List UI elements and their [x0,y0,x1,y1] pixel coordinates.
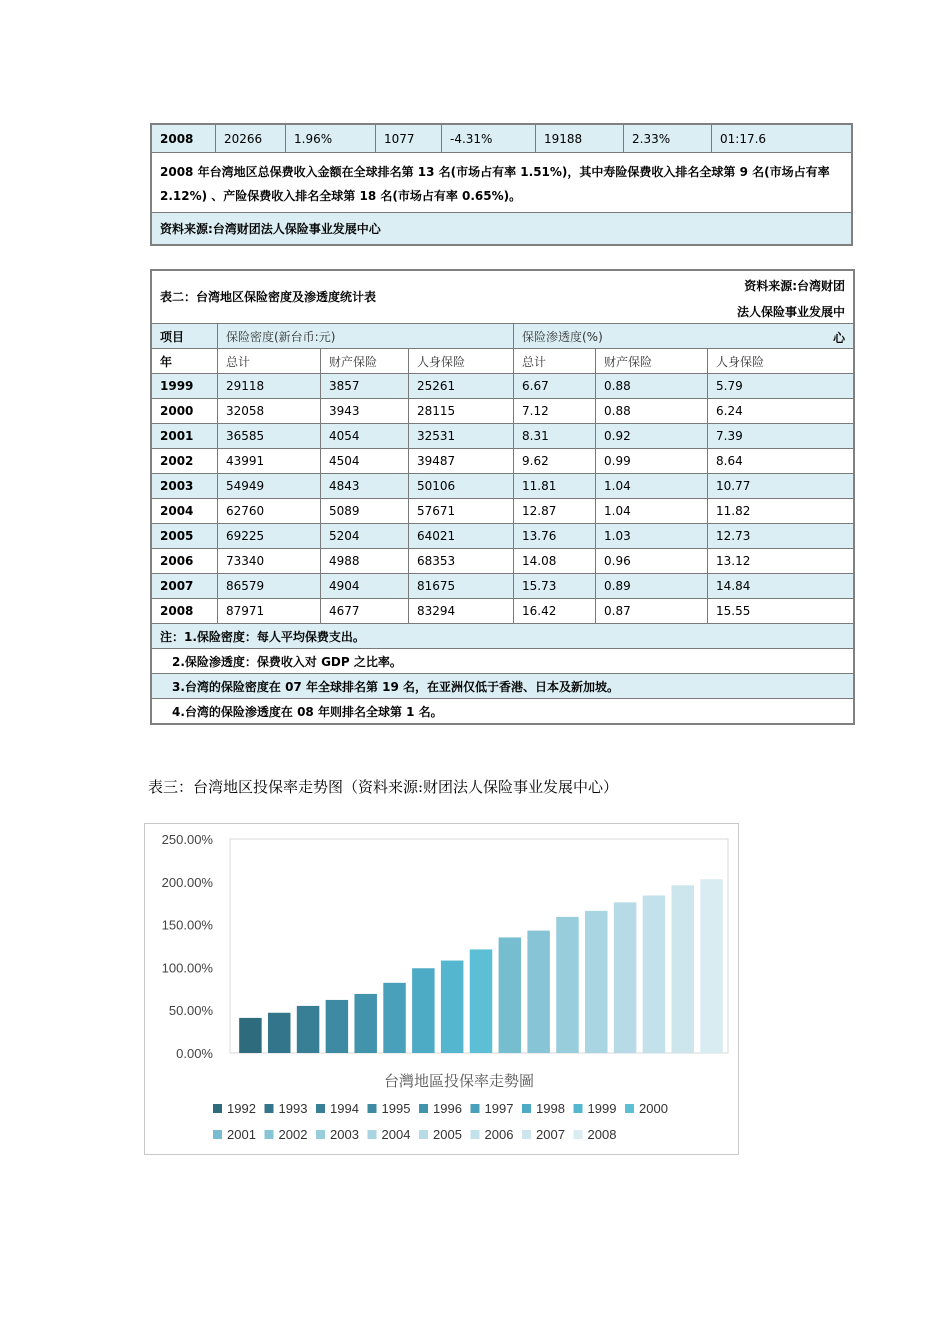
bar-2007 [672,885,694,1053]
table-cell: 87971 [218,599,321,624]
table-cell: 0.87 [596,599,708,624]
table-cell: 8.31 [514,424,596,449]
header-cell: 人身保险 [708,349,854,374]
legend-label-1998: 1998 [536,1101,565,1116]
table-row [152,125,852,153]
note-line: 注：1.保险密度：每人平均保费支出。 [152,624,854,649]
table-row [152,524,854,549]
table-cell: 8.64 [708,449,854,474]
legend-swatch-1992 [213,1104,222,1113]
table-cell: 9.62 [514,449,596,474]
table-cell: 12.73 [708,524,854,549]
table-cell: 68353 [409,549,514,574]
table-cell: 83294 [409,599,514,624]
bar-1999 [441,961,463,1053]
bar-2002 [527,931,549,1053]
header-cell: 财产保险 [321,349,409,374]
header-cell: 财产保险 [596,349,708,374]
table-source: 资料来源:台湾财团法人保险事业发展中心 [737,279,846,345]
legend-label-2005: 2005 [433,1127,462,1142]
legend-label-2006: 2006 [484,1127,514,1142]
table-cell: 1.96% [286,125,376,153]
table-cell: 15.55 [708,599,854,624]
year-cell: 2003 [152,474,218,499]
table-cell: 0.92 [596,424,708,449]
table-cell: 6.67 [514,374,596,399]
legend-label-1997: 1997 [484,1101,514,1116]
table-cell: 01:17.6 [712,125,852,153]
table-note-row [152,153,852,213]
table-cell: 36585 [218,424,321,449]
table-cell: 0.96 [596,549,708,574]
legend-swatch-2005 [419,1130,428,1139]
table-cell: 43991 [218,449,321,474]
year-cell: 2002 [152,449,218,474]
table-cell: 4843 [321,474,409,499]
legend-label-2003: 2003 [330,1127,359,1142]
table-cell: 29118 [218,374,321,399]
header-cell: 总计 [218,349,321,374]
table-cell: 2.33% [624,125,712,153]
table-cell: 86579 [218,574,321,599]
legend-swatch-1995 [368,1104,377,1113]
legend-label-2004: 2004 [381,1127,411,1142]
table-cell: 3857 [321,374,409,399]
legend-label-2007: 2007 [536,1127,565,1142]
note-line: 4.台湾的保险渗透度在 08 年则排名全球第 1 名。 [152,699,854,724]
table-cell: 13.76 [514,524,596,549]
legend-swatch-2004 [368,1130,377,1139]
bar-1998 [412,968,434,1053]
density-penetration-table [151,270,854,724]
table-cell: 1.04 [596,499,708,524]
legend-swatch-1997 [471,1104,480,1113]
y-tick-label: 200.00% [161,874,213,890]
table-cell: 69225 [218,524,321,549]
legend-swatch-1998 [522,1104,531,1113]
y-tick-label: 0.00% [176,1046,213,1061]
table-caption-row [152,271,854,324]
table-cell: 32058 [218,399,321,424]
legend-label-1994: 1994 [330,1101,359,1116]
bar-2008 [700,879,722,1053]
table-cell: 20266 [216,125,286,153]
header-cell: 年 [152,349,218,374]
table-cell: 11.82 [708,499,854,524]
chart-title: 台灣地區投保率走勢圖 [383,1072,535,1090]
table-cell: 14.08 [514,549,596,574]
chart-caption: 表三：台湾地区投保率走势图（资料来源:财团法人保险事业发展中心） [148,778,619,796]
header-cell: 保险密度(新台币:元) [218,324,514,349]
table-cell: 32531 [409,424,514,449]
table-cell: 5204 [321,524,409,549]
table-cell: 5089 [321,499,409,524]
table-cell: 4988 [321,549,409,574]
table-cell: 5.79 [708,374,854,399]
year-cell: 2008 [152,599,218,624]
table-row [152,474,854,499]
table-cell: 7.12 [514,399,596,424]
bar-1996 [354,994,376,1053]
legend-swatch-2003 [316,1130,325,1139]
source-note: 资料来源:台湾财团法人保险事业发展中心 [152,213,852,245]
note-line: 2.保险渗透度：保费收入对 GDP 之比率。 [152,649,854,674]
table-cell: 28115 [409,399,514,424]
year-cell: 2001 [152,424,218,449]
premium-table-tail [151,124,852,245]
table-cell: 7.39 [708,424,854,449]
table-row [152,574,854,599]
table-cell: 10.77 [708,474,854,499]
table-cell: 4054 [321,424,409,449]
note-line: 3.台湾的保险密度在 07 年全球排名第 19 名，在亚洲仅低于香港、日本及新加坡。 [152,674,854,699]
legend-label-2000: 2000 [639,1101,668,1116]
table-cell: 39487 [409,449,514,474]
ranking-note: 2008 年台湾地区总保费收入金额在全球排名第 13 名(市场占有率 1.51%)，其中寿险保费收入排名全球第 9 名(市场占有率 2.12%) 、产险保费收入排名全球第 18 名(市场占有率 0.65%)。 [152,153,852,213]
table-cell: 57671 [409,499,514,524]
year-cell: 2006 [152,549,218,574]
table-row [152,599,854,624]
table-cell: 15.73 [514,574,596,599]
table-row [152,424,854,449]
table-cell: 0.99 [596,449,708,474]
bar-1992 [239,1018,261,1053]
table-cell: 14.84 [708,574,854,599]
bar-2003 [556,917,578,1053]
table-cell: 50106 [409,474,514,499]
table-cell: 4504 [321,449,409,474]
table-row [152,449,854,474]
header-cell: 总计 [514,349,596,374]
legend-swatch-1996 [419,1104,428,1113]
year-cell: 2004 [152,499,218,524]
note-row [152,649,854,674]
table-cell: 6.24 [708,399,854,424]
table-row [152,499,854,524]
table-cell: 19188 [536,125,624,153]
note-row [152,674,854,699]
header-cell: 项目 [152,324,218,349]
table-cell: 54949 [218,474,321,499]
table-cell: 4677 [321,599,409,624]
note-row [152,624,854,649]
year-cell: 2005 [152,524,218,549]
legend-label-2008: 2008 [587,1127,617,1142]
table-cell: 12.87 [514,499,596,524]
header-cell: 人身保险 [409,349,514,374]
table-cell: 1.04 [596,474,708,499]
header-cell: 保险渗透度(%) [514,324,854,349]
y-tick-label: 150.00% [161,917,213,933]
table-cell: 0.89 [596,574,708,599]
table-cell: 0.88 [596,374,708,399]
bar-2004 [585,911,607,1053]
table-cell: 1077 [376,125,442,153]
table-title: 表二：台湾地区保险密度及渗透度统计表 [160,290,377,304]
table-cell: 64021 [409,524,514,549]
bar-2006 [643,895,665,1053]
year-cell: 2008 [152,125,216,153]
note-row [152,699,854,724]
table-cell: 1.03 [596,524,708,549]
table-cell: -4.31% [442,125,536,153]
header-row [152,349,854,374]
table-cell: 11.81 [514,474,596,499]
y-tick-label: 100.00% [161,960,213,976]
y-tick-label: 250.00% [161,832,213,847]
table-cell: 4904 [321,574,409,599]
table-row [152,374,854,399]
legend-swatch-2007 [522,1130,531,1139]
table-cell: 73340 [218,549,321,574]
bar-1994 [297,1006,319,1053]
legend-swatch-2000 [625,1104,634,1113]
table-cell: 0.88 [596,399,708,424]
legend-label-1996: 1996 [433,1101,462,1116]
legend-swatch-1994 [316,1104,325,1113]
legend-swatch-2008 [574,1130,583,1139]
legend-swatch-1999 [574,1104,583,1113]
table-cell: 16.42 [514,599,596,624]
bar-1995 [326,1000,348,1053]
legend-swatch-1993 [265,1104,274,1113]
year-cell: 2000 [152,399,218,424]
bar-2000 [470,949,492,1053]
y-tick-label: 50.00% [168,1003,213,1019]
legend-label-1992: 1992 [227,1101,256,1116]
legend-label-1993: 1993 [278,1101,308,1116]
chart-svg [145,824,740,1156]
legend-swatch-2001 [213,1130,222,1139]
bar-1997 [383,983,405,1053]
bar-2001 [499,937,521,1053]
table-row [152,549,854,574]
table-body [152,374,854,624]
legend-swatch-2006 [471,1130,480,1139]
table-row [152,399,854,424]
table-source-row [152,213,852,245]
table-cell: 3943 [321,399,409,424]
legend-label-2001: 2001 [227,1127,256,1142]
legend-label-1999: 1999 [587,1101,617,1116]
year-cell: 1999 [152,374,218,399]
bar-1993 [268,1013,290,1053]
legend-swatch-2002 [265,1130,274,1139]
year-cell: 2007 [152,574,218,599]
table-cell: 81675 [409,574,514,599]
insurance-rate-chart [144,823,739,1155]
legend-label-1995: 1995 [381,1101,411,1116]
bar-2005 [614,902,636,1053]
table-cell: 62760 [218,499,321,524]
table-cell: 13.12 [708,549,854,574]
legend-label-2002: 2002 [278,1127,308,1142]
table-cell: 25261 [409,374,514,399]
